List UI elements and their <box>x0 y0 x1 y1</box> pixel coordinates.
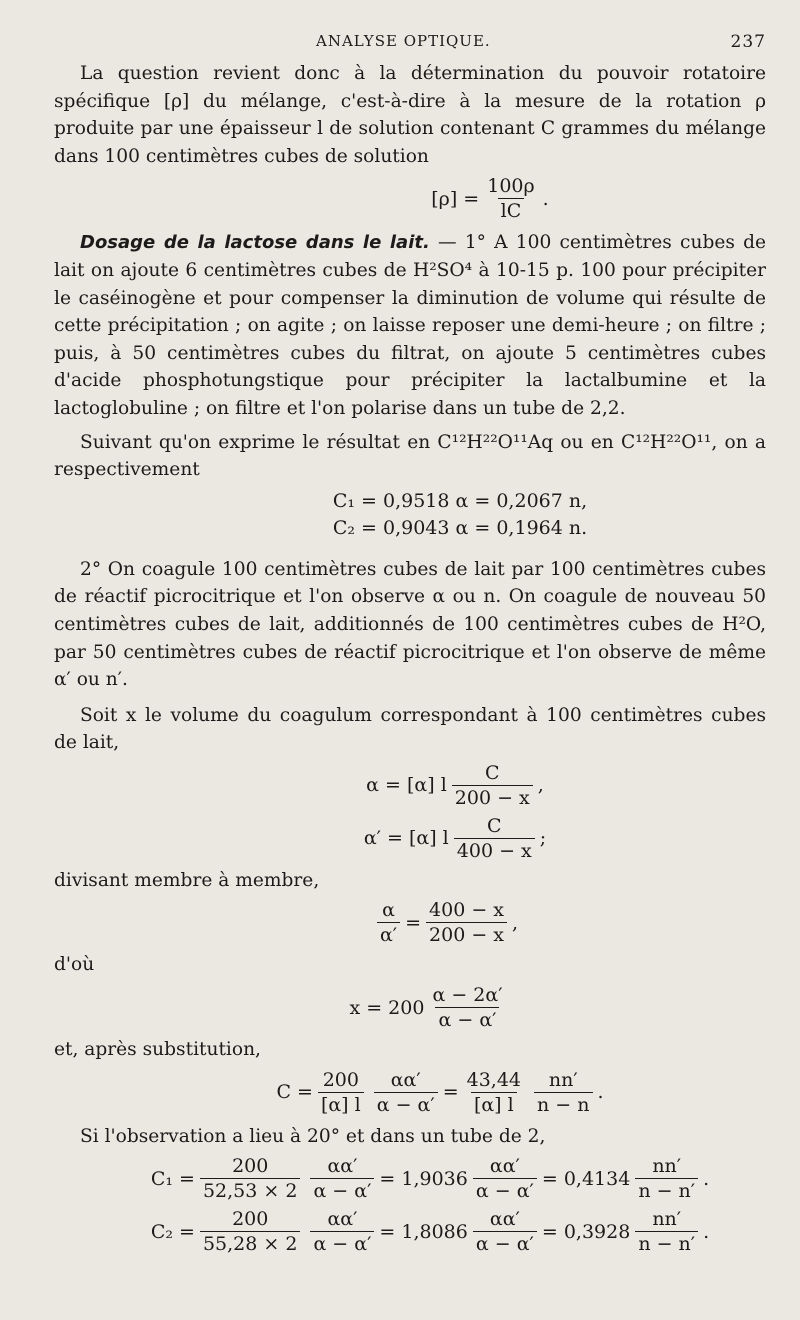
eq5-denominator-left: α′ <box>377 922 400 947</box>
eq5-end: , <box>512 911 519 934</box>
eq8-mid2: = 0,4134 <box>541 1167 631 1190</box>
eq7-lhs: C = <box>276 1081 313 1104</box>
eq7-n1: 200 <box>322 1068 359 1091</box>
eq4-denominator: 400 − x <box>454 838 535 863</box>
equation-block-c1-c2 <box>154 488 766 542</box>
eq7-n4: nn′ <box>548 1068 578 1091</box>
eq8-lhs: C₁ = <box>150 1167 195 1190</box>
eq9-n4: nn′ <box>652 1208 682 1231</box>
equation-x <box>94 983 766 1032</box>
eq9-d3: α − α′ <box>473 1231 537 1256</box>
eq7-d2: α − α′ <box>374 1092 438 1117</box>
equation-ratio <box>124 898 766 947</box>
eq7-end: . <box>597 1081 604 1104</box>
eq8-frac4 <box>635 1154 698 1203</box>
eq8-frac1 <box>200 1154 300 1203</box>
eq5-equals: = <box>405 911 422 934</box>
eq7-n3: 43,44 <box>466 1068 522 1091</box>
eq1-fraction <box>484 174 537 223</box>
eq1-numerator: 100ρ <box>487 175 535 198</box>
eq7-frac1 <box>318 1068 364 1117</box>
eq9-frac4 <box>635 1207 698 1256</box>
eq1-end: . <box>542 187 549 210</box>
equation-alpha-prime <box>144 814 766 863</box>
eq4-fraction <box>454 814 535 863</box>
eq7-equals: = <box>442 1081 459 1104</box>
eq8-frac3 <box>473 1154 537 1203</box>
eq8-d2: α − α′ <box>310 1178 374 1203</box>
eq8-n1: 200 <box>232 1155 269 1178</box>
paragraph-substitution: et, après substitution, <box>54 1039 261 1061</box>
eq3-end: , <box>537 774 544 797</box>
page-header <box>54 30 766 60</box>
eq8-end: . <box>703 1167 710 1190</box>
eq8-n4: nn′ <box>652 1155 682 1178</box>
paragraph-result-expression: Suivant qu'on exprime le résultat en C¹²H²²O¹¹Aq ou en C¹²H²²O¹¹, on a respectivement <box>54 431 766 481</box>
eq9-n2: αα′ <box>327 1208 358 1231</box>
eq8-d4: n − n′ <box>635 1178 698 1203</box>
equation-c-general <box>114 1068 766 1117</box>
eq7-frac3 <box>464 1068 524 1117</box>
eq9-end: . <box>703 1220 710 1243</box>
eq1-lhs: [ρ] = <box>431 187 480 210</box>
eq9-mid1: = 1,8086 <box>379 1220 468 1243</box>
eq5-numerator-left: α <box>382 899 395 922</box>
eq3-lhs: α = [α] l <box>366 774 447 797</box>
section-heading: Dosage de la lactose dans le lait. <box>80 232 430 254</box>
eq8-d1: 52,53 × 2 <box>200 1178 300 1203</box>
equation-c2-numeric <box>94 1207 766 1256</box>
eq8-frac2 <box>310 1154 374 1203</box>
paragraph-coagulum-volume: Soit x le volume du coagulum correspondant à 100 centimètres cubes de lait, <box>54 704 766 754</box>
eq9-d2: α − α′ <box>310 1231 374 1256</box>
paragraph-observation: Si l'observation a lieu à 20° et dans un tube de 2, <box>80 1125 546 1147</box>
eq5-numerator-right: 400 − x <box>429 899 504 922</box>
paragraph-whence: d'où <box>54 954 95 976</box>
eq9-n3: αα′ <box>489 1208 520 1231</box>
eq7-d1: [α] l <box>318 1092 364 1117</box>
eq8-n3: αα′ <box>489 1155 520 1178</box>
eq5-fraction-left <box>377 898 400 947</box>
eq7-frac2 <box>374 1068 438 1117</box>
eq6-lhs: x = 200 <box>349 996 425 1019</box>
eq9-d4: n − n′ <box>635 1231 698 1256</box>
eq3-numerator: C <box>485 761 500 784</box>
eq3-denominator: 200 − x <box>452 785 533 810</box>
paragraph-lactose-body: — 1° A 100 centimètres cubes de lait on ajoute 6 centimètres cubes de H²SO⁴ à 10-15 p. 100 pour précipiter le caséinogène et pour compenser la diminution de volume qui résulte de cette précipitation ; on agite ; on laisse reposer une demi-heure ; on filtre ; puis, à 50 centimètres cubes du filtrat, on ajoute 5 centimètres cubes d'acide phosphotungstique pour précipiter la lactalbumine et la lactoglobuline ; on filtre et l'on polarise dans un tube de 2,2. <box>54 232 767 419</box>
eq7-d4: n − n <box>534 1092 592 1117</box>
eq7-frac4 <box>534 1068 592 1117</box>
eq2-line1: C₁ = 0,9518 α = 0,2067 n, <box>332 489 588 512</box>
paragraph-divide: divisant membre à membre, <box>54 869 320 891</box>
eq9-frac2 <box>310 1207 374 1256</box>
eq7-n2: αα′ <box>390 1068 421 1091</box>
eq9-frac3 <box>473 1207 537 1256</box>
equation-specific-rotation <box>214 174 766 223</box>
eq4-lhs: α′ = [α] l <box>363 827 449 850</box>
equation-alpha <box>144 761 766 810</box>
eq4-end: ; <box>539 827 547 850</box>
eq9-frac1 <box>200 1207 300 1256</box>
paragraph-lactose-dosage <box>54 229 766 422</box>
eq1-denominator: lC <box>498 198 525 223</box>
eq7-d3: [α] l <box>471 1092 517 1117</box>
equation-c1-numeric <box>94 1154 766 1203</box>
eq4-numerator: C <box>486 814 502 837</box>
paragraph-coagulation: 2° On coagule 100 centimètres cubes de lait par 100 centimètres cubes de réactif picrocitrique et l'on observe α ou n. On coagule de nouveau 50 centimètres cubes de lait, additionnés de 100 centimètres cubes de H²O, par 50 centimètres cubes de réactif picrocitrique et l'on observe de même α′ ou n′. <box>54 558 766 691</box>
eq6-numerator: α − 2α′ <box>432 984 503 1007</box>
eq2-line2: C₂ = 0,9043 α = 0,1964 n. <box>332 516 588 539</box>
eq6-denominator: α − α′ <box>435 1007 499 1032</box>
eq9-lhs: C₂ = <box>150 1220 195 1243</box>
eq8-n2: αα′ <box>327 1155 358 1178</box>
eq3-fraction <box>452 761 533 810</box>
eq5-denominator-right: 200 − x <box>426 922 507 947</box>
eq5-fraction-right <box>426 898 507 947</box>
eq9-n1: 200 <box>232 1208 269 1231</box>
page-number: 237 <box>730 32 766 52</box>
paragraph-rotatory-power: La question revient donc à la détermination du pouvoir rotatoire spécifique [ρ] du mélange, c'est-à-dire à la mesure de la rotation ρ produite par une épaisseur l de solution contenant C grammes du mélange dans 100 centimètres cubes de solution <box>54 63 766 167</box>
eq6-fraction <box>429 983 505 1032</box>
eq9-mid2: = 0,3928 <box>541 1220 631 1243</box>
eq8-d3: α − α′ <box>473 1178 537 1203</box>
running-title: ANALYSE OPTIQUE. <box>316 32 491 50</box>
eq9-d1: 55,28 × 2 <box>200 1231 300 1256</box>
eq8-mid1: = 1,9036 <box>379 1167 468 1190</box>
